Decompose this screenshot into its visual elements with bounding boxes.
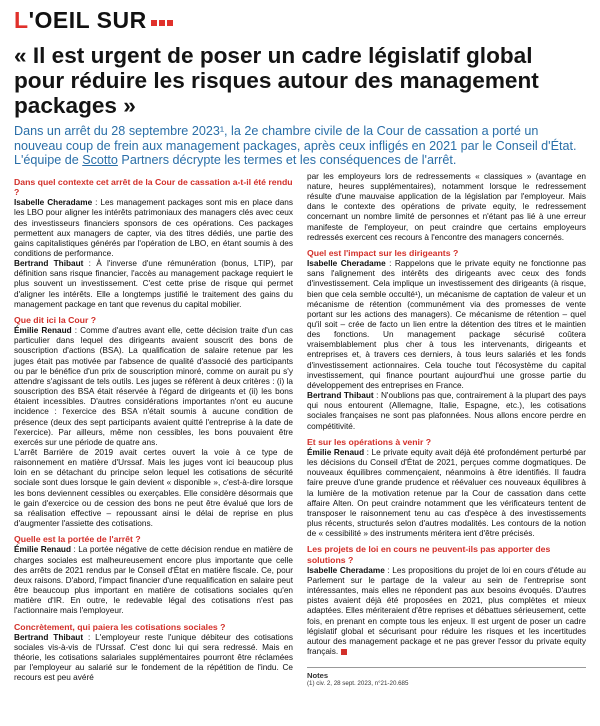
answer-paragraph	[307, 566, 586, 657]
lede-post: Partners décrypte les termes et les conséquences de l'arrêt.	[117, 153, 457, 168]
answer-paragraph	[307, 259, 586, 391]
speaker-name: Émilie Renaud	[307, 447, 365, 457]
notes-title: Notes	[307, 671, 329, 681]
answer-paragraph	[14, 326, 293, 448]
answer-text: : Comme d'autres avant elle, cette décision traite d'un cas particulier dans lequel des dirigeants avaient souscrit des bons de souscription d'actions (BSA). La qualification de salaire retenue par les juges était pas motivée par l'absence de qualité d'associé des participants ou par le bénéfice d'un prix de souscription minoré, comme on aurait pu s'y attendre s'agissant de tels outils. Les juges se réfèrent à deux critères : (i) la souscription des BSA était réservée à l'égard de dirigeants et (ii) les bons étaient incessibles. D'autres considérations importantes n'ont eu aucune incidence : l'exercice des BSA n'était soumis à aucune condition de présence (deux des sept participants avaient quitté l'entreprise à la date de l'exercice). Par ailleurs, même non cessibles, les bons pouvaient être exercés sur une période de quatre ans.	[14, 326, 293, 447]
headline: « Il est urgent de poser un cadre législatif global pour réduire les risques autour des management packages »	[14, 43, 539, 118]
rubric-title	[14, 6, 147, 33]
speaker-name: Émilie Renaud	[14, 545, 72, 555]
question-heading: Les projets de loi en cours ne peuvent-ils pas apporter des solutions ?	[307, 544, 551, 565]
end-of-article-mark	[341, 649, 347, 655]
question-heading: Dans quel contexte cet arrêt de la Cour de cassation a-t-il été rendu ?	[14, 176, 293, 197]
notes-section	[307, 667, 586, 688]
answer-paragraph	[14, 198, 293, 259]
answer-paragraph	[307, 391, 586, 432]
question-heading: Concrètement, qui paiera les cotisations sociales ?	[14, 621, 226, 632]
speaker-name: Isabelle Cheradame	[307, 259, 386, 269]
rubric-dots	[151, 20, 173, 26]
rubric-header	[14, 6, 586, 34]
right-column	[307, 172, 586, 688]
answer-paragraph	[14, 545, 293, 616]
answer-text: : Le private equity avait déjà été profondément perturbé par les décisions du Conseil d'État de 2021, perçues comme dogmatiques. De nouveaux équilibres commençaient, néanmoins à être identifiés. Il faudra faire preuve d'une grande prudence et réévaluer ces nouveaux équilibres à la lumière de la motivation retenue par la Cour de cassation dans cette affaire Alten. On peut craindre notamment que les vérificateurs tentent de transposer le raisonnement tenu au cas d'espèce à des investissements plus récents, structurés selon d'autres modalités. Les contours de la notion de « cessibilité » des instruments méritera ient d'être précisés.	[307, 447, 586, 539]
answer-text: : Les propositions du projet de loi en cours d'étude au Parlement sur le partage de la valeur au sein de l'entreprise sont intéressantes, mais elles ne répondent pas aux besoins évoqués. D'autres pistes avaient déjà été proposées en 2021, plus complètes et mieux adaptées. Elles mériteraient d'être reprises et débattues sérieusement, cette fois, en prenant en compte tous les enjeux. Il est urgent de poser un cadre législatif global et sécurisant pour réduire les risques et les incertitudes autour des management package et ne pas grever l'essor du private equity français.	[307, 565, 587, 656]
lede-firm-name: Scotto	[82, 153, 118, 168]
answer-text: : À l'inverse d'une rémunération (bonus, LTIP), par définition sans risque financier, l'accès au management package requiert le plus souvent un investissement. C'est cette prise de risque qui permet d'aligner les intérêts. Elle a longtemps justifié le traitement des gains du management package en tant que revenus du capital mobilier.	[14, 259, 293, 309]
lede	[14, 124, 586, 168]
answer-text: : N'oublions pas que, contrairement à la plupart des pays qui nous entourent (Allemagne, Italie, Espagne, etc.), les cotisations sociales françaises ne sont pas plafonnées. Nous allons encore perdre en compétitivité.	[307, 391, 586, 431]
speaker-name: Bertrand Thibaut	[307, 391, 374, 401]
answer-paragraph: par les employeurs lors de redressements « classiques » (avantage en nature, heures supplémentaires), notamment lorsque le redressement résulte d'une mauvaise application de la législation par l'employeur. Mais dans le contexte des opérations de private equity, le redressement concernant un nombre limité de personnes et n'étant pas lié à une erreur manifeste de l'employeur, on peut craindre que certains employeurs redressés exercent ces recours à l'encontre des managers concernés.	[307, 171, 586, 242]
left-column	[14, 172, 293, 688]
answer-text: : Rappelons que le private equity ne fonctionne pas sans l'alignement des intérêts des dirigeants avec ceux des fonds d'investissement. Cela implique un investissement des dirigeants (à risque, bien que cela semble occulté¹), un mécanisme de captation de valeur et un mécanisme de rétention (communément via des promesses de vente portant sur les actions des managers). Ce mécanisme de rétention – quel qu'il soit – crée de facto un lien entre la détention des titres et le maintien des fonctions. Un management package sécurisé coûtera vraisemblablement plus cher à tous les intervenants, dirigeants et entreprises et, à travers ces derniers, à tous leurs salariés et les fonds d'investissement actionnaires. Cela touche tout l'écosystème du capital investissement, qui finance pourtant aujourd'hui une grosse partie du développement des entreprises en France.	[307, 259, 586, 390]
answer-paragraph	[14, 633, 293, 684]
question-heading: Que dit ici la Cour ?	[14, 314, 97, 325]
answer-paragraph	[14, 259, 293, 310]
question-heading: Quel est l'impact sur les dirigeants ?	[307, 247, 459, 258]
question-heading: Quelle est la portée de l'arrêt ?	[14, 534, 141, 545]
notes-text: (1) civ. 2, 28 sept. 2023, n°21-20.685	[307, 680, 409, 688]
answer-text: : Les management packages sont mis en place dans les LBO pour aligner les intérêts patrimoniaux des managers clés avec ceux des investisseurs financiers sponsors de ces opérations. Ces packages permettent aux managers de capter, via des titres dédiés, une partie des gains capitalistiques générés par l'opération de LBO, en étant soumis à des conditions de performance.	[14, 198, 293, 258]
answer-paragraph: L'arrêt Barrière de 2019 avait certes ouvert la voie à ce type de raisonnement en matière d'Urssaf. Mais les juges vont ici beaucoup plus loin en se détachant du principe selon lequel les cotisations de sécurité sociale sont dues lorsque le gain devient « disponible », c'est-à-dire lorsque les bons deviennent cessibles ou exerçables. Elle considère désormais que le gain d'exercice ou de cession des bons ne peut être évalué que lors de sa réalisation effective – repoussant ainsi le délai de reprise en plus d'augmenter l'assiette des cotisations.	[14, 447, 293, 529]
answer-paragraph	[307, 448, 586, 539]
speaker-name: Bertrand Thibaut	[14, 259, 84, 269]
rubric-cap: L	[14, 6, 29, 33]
answer-text: : La portée négative de cette décision rendue en matière de charges sociales est malheureusement encore plus importante que celle des arrêts de 2021 rendus par le Conseil d'État en matière fiscale. Ce, pour deux raisons. D'abord, l'impact financier d'une requalification en salaire peut être beaucoup plus important en matière de cotisations sociales qu'en matière d'IR. En outre, le redevable légal des cotisations n'est pas l'actionnaire mais l'employeur.	[14, 545, 293, 616]
speaker-name: Bertrand Thibaut	[14, 632, 84, 642]
article-columns	[14, 172, 586, 688]
speaker-name: Émilie Renaud	[14, 326, 72, 336]
question-heading: Et sur les opérations à venir ?	[307, 436, 432, 447]
speaker-name: Isabelle Cheradame	[14, 198, 93, 208]
answer-text: : L'employeur reste l'unique débiteur des cotisations sociales vis-à-vis de l'Urssaf. C'est donc lui qui sera redressé. Mais en théorie, les cotisations salariales supplémentaires pourront être réclamées par l'employeur au salarié sur le fondement de la répétition de l'indu. Ce recours est peu avéré	[14, 632, 293, 683]
speaker-name: Isabelle Cheradame	[307, 565, 385, 575]
lede-pre: Dans un arrêt du 28 septembre 2023¹, la 2e chambre civile de la Cour de cassation a porté un nouveau coup de frein aux management packages, après ceux infligés en 2021 par le Conseil d'État. L'équipe de	[14, 124, 577, 168]
rubric-title-text: 'OEIL SUR	[28, 6, 147, 33]
